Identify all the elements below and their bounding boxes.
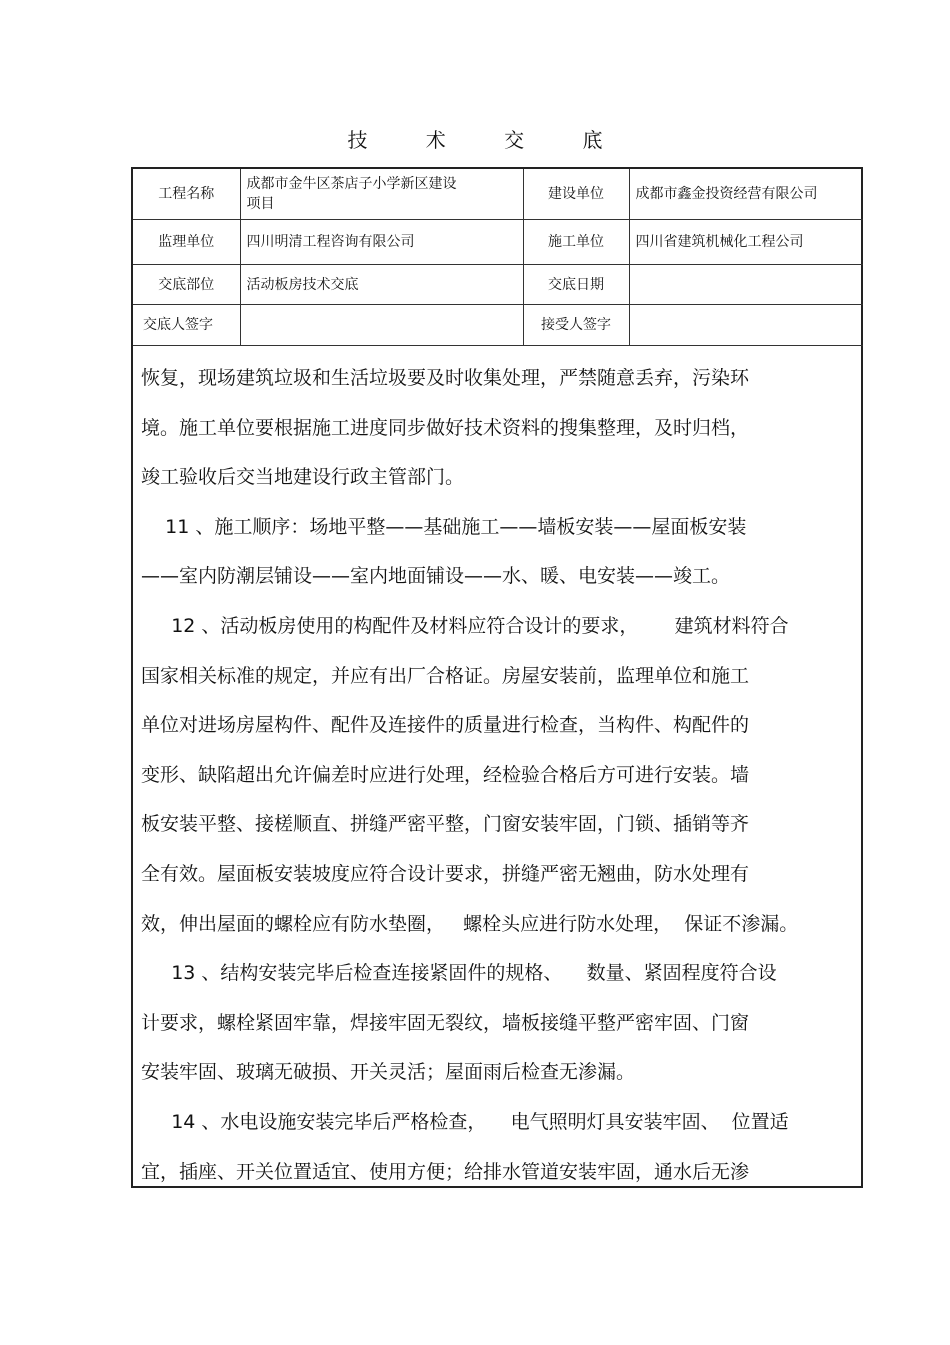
info-row-project [133, 169, 863, 220]
info-row-part [133, 265, 863, 305]
body-line: 国家相关标准的规定，并应有出厂合格证。房屋安装前，监理单位和施工 [141, 664, 750, 687]
owner-value: 成都市鑫金投资经营有限公司 [629, 169, 863, 220]
issuer-sign-label: 交底人签字 [133, 305, 240, 346]
contractor-label: 施工单位 [523, 220, 629, 265]
body-line: 全有效。屋面板安装坡度应符合设计要求，拼缝严密无翘曲，防水处理有 [141, 862, 750, 885]
document-title: 技 术 交 底 [347, 128, 629, 152]
project-name-line-2: 项目 [246, 196, 275, 212]
body-line: 变形、缺陷超出允许偏差时应进行处理，经检验合格后方可进行安装。墙 [141, 763, 750, 786]
body-line: 12 、活动板房使用的构配件及材料应符合设计的要求， 建筑材料符合 [141, 614, 789, 637]
body-line: 恢复，现场建筑垃圾和生活垃圾要及时收集处理，严禁随意丢弃，污染环 [141, 367, 750, 389]
body-line: ——室内防潮层铺设——室内地面铺设——水、暖、电安装——竣工。 [141, 565, 731, 588]
date-value [629, 265, 863, 305]
owner-label: 建设单位 [523, 169, 629, 220]
body-line: 13 、结构安装完毕后检查连接紧固件的规格、 数量、紧固程度符合设 [141, 962, 777, 985]
part-value: 活动板房技术交底 [240, 265, 523, 305]
info-row-signatures [133, 305, 863, 346]
info-table [133, 169, 863, 346]
date-label: 交底日期 [523, 265, 629, 305]
body-line: 竣工验收后交当地建设行政主管部门。 [141, 466, 465, 489]
body-line: 单位对进场房屋构件、配件及连接件的质量进行检查，当构件、构配件的 [141, 714, 750, 737]
part-label: 交底部位 [133, 265, 240, 305]
contractor-value: 四川省建筑机械化工程公司 [629, 220, 863, 265]
issuer-sign-value [240, 305, 523, 346]
body-line: 14 、水电设施安装完毕后严格检查， 电气照明灯具安装牢固、 位置适 [141, 1110, 789, 1133]
supervisor-value: 四川明清工程咨询有限公司 [240, 220, 523, 265]
project-name-label: 工程名称 [133, 169, 240, 220]
body-line: 计要求，螺栓紧固牢靠，焊接牢固无裂纹，墙板接缝平整严密牢固、门窗 [141, 1011, 750, 1034]
receiver-sign-value [629, 305, 863, 346]
supervisor-label: 监理单位 [133, 220, 240, 265]
body-line: 板安装平整、接槎顺直、拼缝严密平整，门窗安装牢固，门锁、插销等齐 [141, 813, 750, 836]
project-name-value [240, 169, 523, 220]
body-line: 安装牢固、玻璃无破损、开关灵活；屋面雨后检查无渗漏。 [141, 1061, 636, 1084]
project-name-line-1: 成都市金牛区茶店子小学新区建设 [246, 176, 457, 192]
body-line: 宜，插座、开关位置适宜、使用方便；给排水管道安装牢固，通水后无渗 [141, 1160, 750, 1183]
receiver-sign-label: 接受人签字 [523, 305, 629, 346]
disclosure-form [131, 167, 863, 1188]
body-line: 效，伸出屋面的螺栓应有防水垫圈， 螺栓头应进行防水处理， 保证不渗漏。 [141, 912, 799, 935]
body-line: 境。施工单位要根据施工进度同步做好技术资料的搜集整理，及时归档， [141, 416, 750, 439]
body-line: 11 、施工顺序：场地平整——基础施工——墙板安装——屋面板安装 [141, 515, 747, 538]
info-row-supervisor [133, 220, 863, 265]
disclosure-body [133, 346, 861, 1197]
